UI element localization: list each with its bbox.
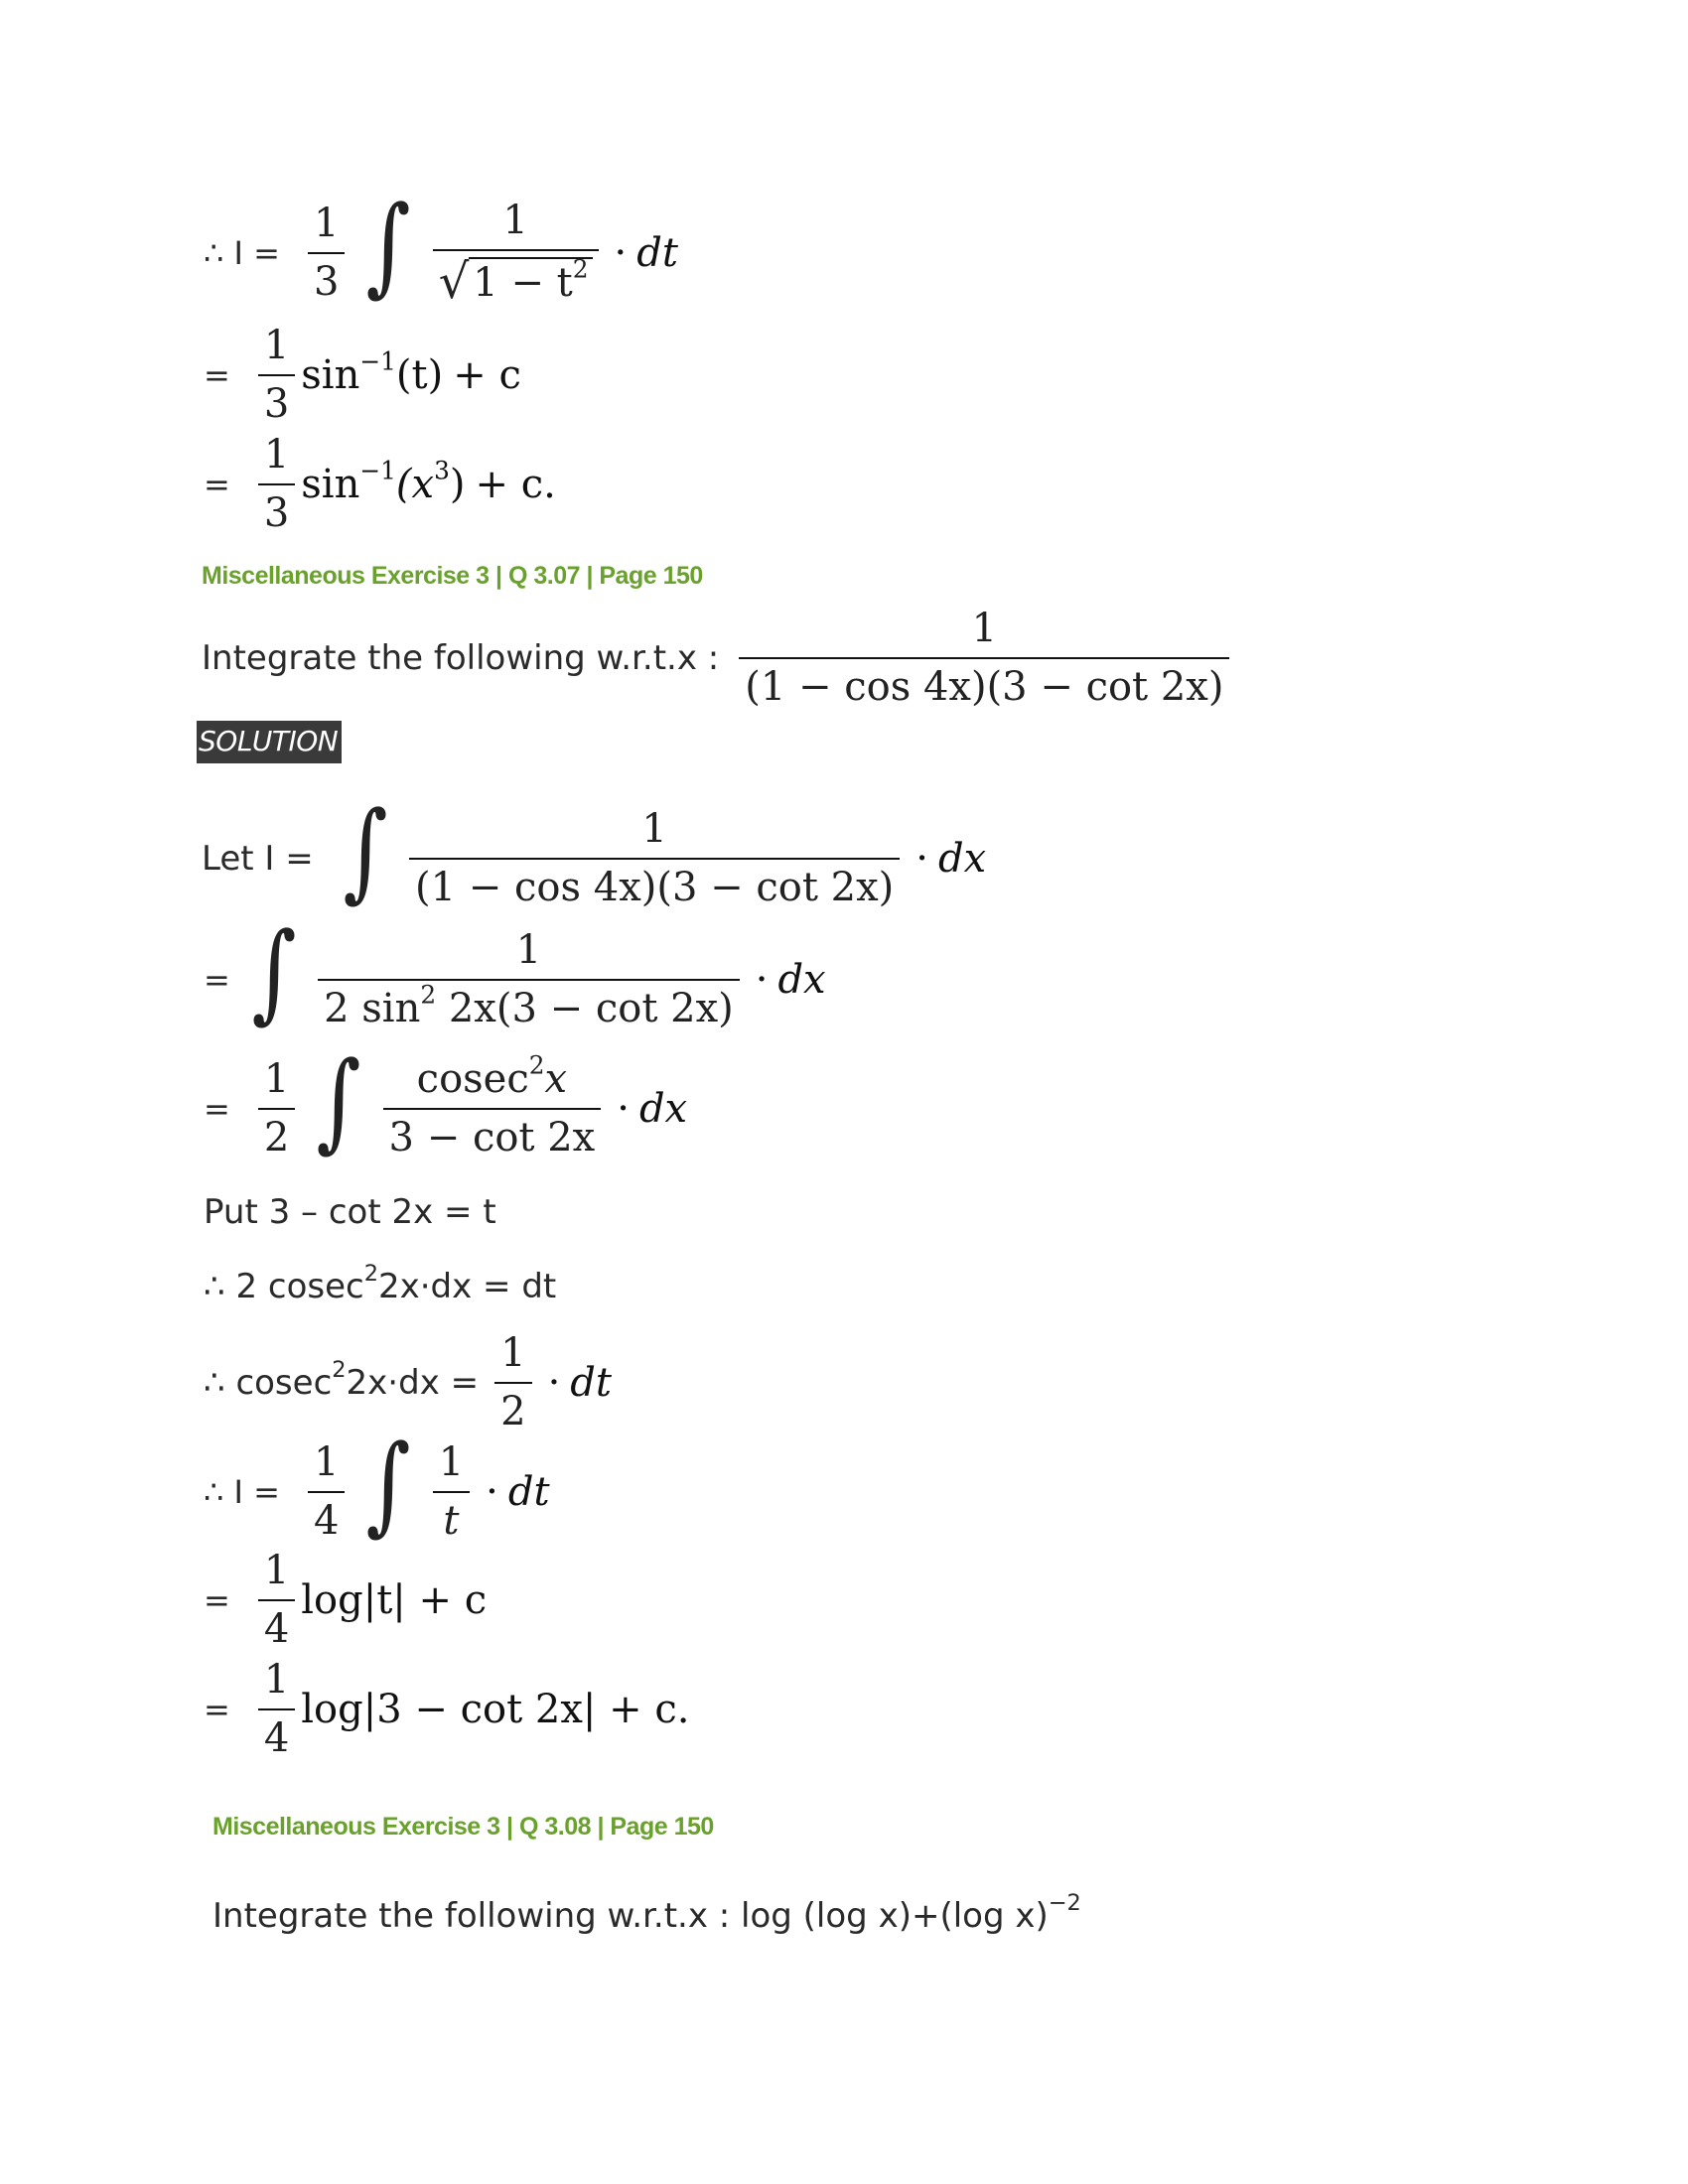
prev-step-1-coef: $\frac{1}{3}$ [308,202,345,305]
solution-step-9-coef: $\frac{1}{4}$ [258,1658,295,1761]
dot-operator-icon: · [614,230,628,276]
solution-step-7: ∴ I = $\frac{1}{4}$ ∫ $\frac{1}{t}$ · dt [204,1423,550,1547]
solution-step-7-fraction: $\frac{1}{t}$ [433,1440,470,1544]
solution-label: SOLUTION [197,721,342,763]
solution-step-5: ∴ 2 cosec$^2$2x·dx = dt [204,1261,557,1306]
question-heading-q308[interactable]: Miscellaneous Exercise 3 | Q 3.08 | Page 150 [212,1813,714,1841]
solution-step-1: Let I = ∫ $\frac{1}{(1 - \cos 4x)(3 - \cot 2x)}$ · dx [202,789,987,913]
prev-step-2: = $\frac{1}{3}$ sin $^{-1}$ (t) + c [204,323,521,427]
prev-step-3-coef: $\frac{1}{3}$ [258,433,295,536]
dot-operator-icon: · [617,1086,630,1132]
integral-sign-icon: ∫ [343,789,388,913]
question-prompt-q308: Integrate the following w.r.t.x : log (log x)+(log x)$^{-2}$ [212,1890,1081,1936]
solution-step-2-fraction: $\frac{1}{2 \sin^2 2x(3 - \cot 2x)}$ [318,928,740,1031]
integral-sign-icon: ∫ [251,910,297,1034]
solution-step-6: ∴ cosec$^2$2x·dx = $\frac{1}{2}$ · dt [204,1330,612,1434]
prev-step-1-lead: ∴ I = [204,234,280,272]
solution-step-6-fraction: $\frac{1}{2}$ [494,1331,531,1434]
integral-sign-icon: ∫ [366,184,412,308]
dot-operator-icon: · [915,836,928,882]
question-fraction-q307: $\frac{1}{(1 - \cos 4x)(3 - \cot 2x)}$ [739,607,1229,710]
solution-step-4: Put 3 – cot 2x = t [204,1192,496,1232]
solution-step-8: = $\frac{1}{4}$ log|t| + c [204,1548,488,1652]
solution-step-2: = ∫ $\frac{1}{2 \sin^2 2x(3 - \cot 2x)}$ · dx [204,910,826,1034]
integral-sign-icon: ∫ [366,1423,412,1547]
prev-step-2-coef: $\frac{1}{3}$ [258,324,295,427]
solution-step-7-coef: $\frac{1}{4}$ [308,1440,345,1544]
prev-step-1-tail: dt [636,230,678,276]
dot-operator-icon: · [547,1360,561,1406]
dot-operator-icon: · [755,957,769,1003]
solution-step-8-coef: $\frac{1}{4}$ [258,1549,295,1652]
integral-sign-icon: ∫ [316,1039,361,1163]
question-prompt-q307: Integrate the following w.r.t.x : $\frac{1}{(1 - \cos 4x)(3 - \cot 2x)}$ [202,604,1235,713]
solution-step-3-coef: $\frac{1}{2}$ [258,1057,295,1160]
prev-step-1-fraction: 1 √ $1 - t^2$ [433,199,599,307]
solution-step-3-fraction: $\frac{cosec^2x}{3 - \cot 2x}$ [383,1057,602,1160]
prev-step-1 [204,184,678,310]
prev-step-3: = $\frac{1}{3}$ sin $^{-1}$ (x $^3$ ) + c. [204,432,556,536]
radical-icon: √ [438,253,470,310]
solution-step-3: = $\frac{1}{2}$ ∫ $\frac{cosec^2x}{3 - \cot 2x}$ · dx [204,1039,688,1163]
solution-step-9: = $\frac{1}{4}$ log|3 − cot 2x| + c. [204,1657,690,1761]
solution-step-1-fraction: $\frac{1}{(1 - \cos 4x)(3 - \cot 2x)}$ [409,807,900,910]
question-heading-q307[interactable]: Miscellaneous Exercise 3 | Q 3.07 | Page 150 [202,562,703,590]
dot-operator-icon: · [486,1469,498,1515]
